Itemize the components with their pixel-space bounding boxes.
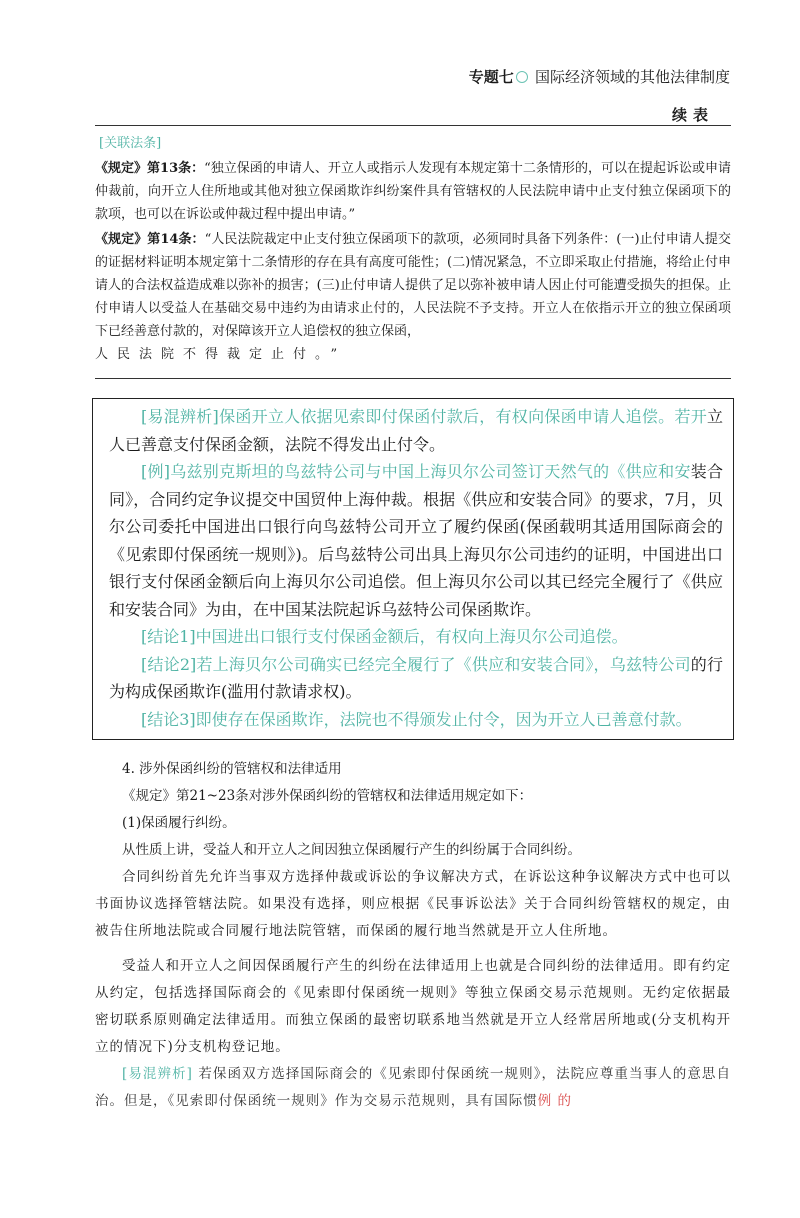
box-c2-rest: 的行为构成保函欺诈(滥用付款请求权)。 — [109, 654, 723, 701]
law-bottom-divider — [95, 378, 731, 379]
body-line-3: 从性质上讲，受益人和开立人之间因独立保函履行产生的纠纷属于合同纠纷。 — [122, 842, 581, 858]
article-14-last-line: 人民法院不得裁定止付。” — [95, 347, 347, 362]
box-c2-teal: [结论2]若上海贝尔公司确实已经完全履行了《供应和安装合同》，乌兹特公司 — [141, 654, 691, 674]
body-paragraph-5: 受益人和开立人之间因保函履行产生的纠纷在法律适用上也就是合同纠纷的法律适用。即有约定从约定，包括选择国际商会的《见索即付保函统一规则》等独立保函交易示范规则。无约定依据最密切联系原则确定法律适用。而独立保函的最密切联系地当然就是开立人经常居所地或(分支机构开立的情况下)分支机构登记地。 — [95, 958, 731, 1055]
continued-label: 续表 — [671, 106, 714, 124]
note-text: 若保函双方选择国际商会的《见索即付保函统一规则》，法院应尊重当事人的意思自治。但是，《见索即付保函统一规则》作为交易示范规则，具有国际惯 — [95, 1066, 731, 1109]
box-example-rest: 装合同》，合同约定争议提交中国贸仲上海仲裁。根据《供应和安装合同》的要求，7月，贝尔公司委托中国进出口银行向鸟兹特公司开立了履约保函(保函载明其适用国际商会的《见索即付保函统一规则》)。后鸟兹特公司出具上海贝尔公司违约的证明，中国进出口银行支付保函金额后向上海贝尔公司追偿。但上海贝尔公司以其已经完全履行了《供应和安装合同》为由，在中国某法院起诉乌兹特公司保函欺诈。 — [109, 462, 723, 619]
related-law-tag: [关联法条] — [99, 136, 162, 151]
box-paragraph-1 — [109, 403, 723, 458]
article-13-ref: 《规定》第13条： — [95, 161, 205, 176]
top-divider — [95, 125, 731, 126]
article-14 — [95, 228, 731, 343]
related-law-section — [95, 132, 731, 366]
article-13-text: “独立保函的申请人、开立人或指示人发现有本规定第十二条情形的，可以在提起诉讼或申请仲裁前，向开立人住所地或其他对独立保函欺诈纠纷案件具有管辖权的人民法院申请中止支付独立保函项下的款项，也可以在诉讼或仲裁过程中提出申请。” — [95, 161, 731, 222]
box-example — [109, 458, 723, 623]
confusion-analysis-box — [92, 398, 734, 740]
article-13 — [95, 157, 731, 226]
box-p1-rest: 立人已善意支付保函金额，法院不得发出止付令。 — [109, 407, 723, 454]
box-example-teal: [例]乌兹别克斯坦的鸟兹特公司与中国上海贝尔公司签订天然气的《供应和安 — [141, 462, 691, 481]
body-paragraph-4: 合同纠纷首先允许当事双方选择仲裁或诉讼的争议解决方式，在诉讼这种争议解决方式中也可以书面协议选择管辖法院。如果没有选择，则应根据《民事诉讼法》关于合同纠纷管辖权的规定，由被告住所地法院或合同履行地法院管辖，而保函的履行地当然就是开立人住所地。 — [95, 869, 731, 939]
note-tag: [易混辨析] — [122, 1066, 193, 1082]
chapter-title: 国际经济领域的其他法律制度 — [534, 68, 730, 86]
box-conclusion-2 — [109, 651, 723, 706]
box-conclusion-3: [结论3]即使存在保函欺诈，法院也不得颁发止付令，因为开立人已善意付款。 — [141, 709, 692, 729]
confusion-note — [95, 1061, 731, 1115]
body-line-2: (1)保函履行纠纷。 — [122, 815, 236, 831]
note-red-text: 例 的 — [537, 1093, 573, 1109]
body-line-1: 《规定》第21~23条对涉外保函纠纷的管辖权和法律适用规定如下： — [122, 788, 533, 804]
section-heading: 4. 涉外保函纠纷的管辖权和法律适用 — [122, 761, 342, 777]
article-14-text: “人民法院裁定中止支付独立保函项下的款项，必须同时具备下列条件：(一)止付申请人提交的证据材料证明本规定第十二条情形的存在具有高度可能性；(二)情况紧急，不立即采取止付措施，将给止付申请人的合法权益造成难以弥补的损害；(三)止付申请人提供了足以弥补被申请人因止付可能遭受损失的担保。止付申请人以受益人在基础交易中违约为由请求止付的，人民法院不予支持。开立人在依指示开立的独立保函项下已经善意付款的，对保障该开立人追偿权的独立保函， — [95, 232, 732, 339]
article-14-ref: 《规定》第14条： — [95, 232, 205, 247]
box-p1-teal: [易混辨析]保函开立人依据见索即付保函付款后，有权向保函申请人追偿。若开 — [141, 407, 707, 426]
circle-icon — [516, 71, 528, 83]
jurisdiction-section — [95, 756, 731, 1115]
running-header — [469, 66, 730, 87]
chapter-label: 专题七 — [468, 68, 514, 86]
box-conclusion-1: [结论1]中国进出口银行支付保函金额后，有权向上海贝尔公司追偿。 — [141, 627, 628, 646]
